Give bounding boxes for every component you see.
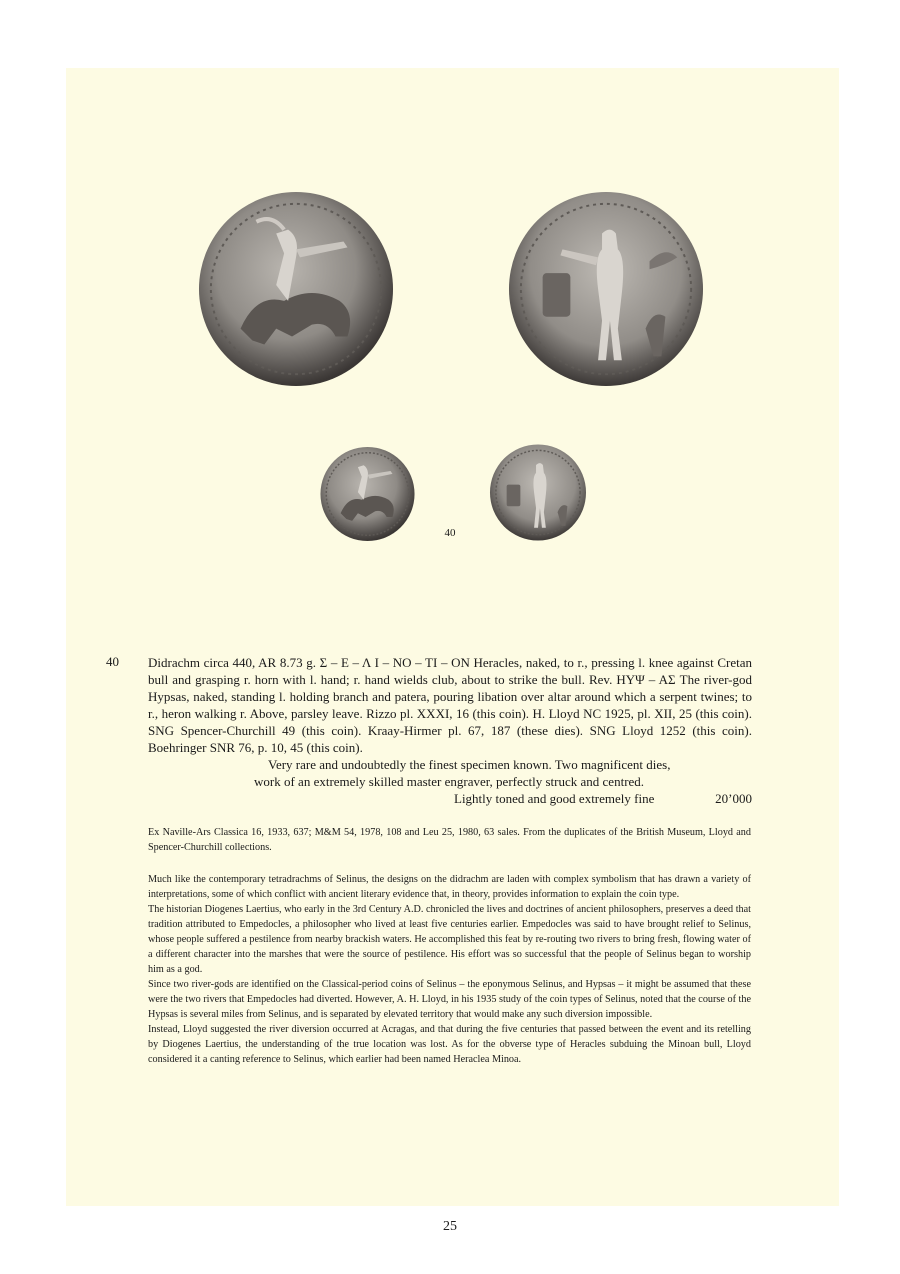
lot-description: Didrachm circa 440, AR 8.73 g. Σ – Ε – Λ Ι – ΝΟ – ΤΙ – ΟΝ Heracles, naked, to r., pressing l. knee against Cretan bull and grasping r. horn with l. hand; r. hand wields club, about to strike the bull. Rev. ΗΥΨ – ΑΣ The river-god Hypsas, naked, standing l. holding branch and patera, pouring libation over altar around which a serpent twines; to r., heron walking r. Above, parsley leave. Rizzo pl. XXXI, 16 (this coin). H. Lloyd NC 1925, pl. XII, 25 (this coin). SNG Spencer-Churchill 49 (this coin). Kraay-Hirmer pl. 67, 187 (these dies). SNG Lloyd 1252 (this coin). Boehringer SNR 76, p. 10, 45 (this coin). — [148, 655, 752, 755]
lot-price: 20’000 — [715, 791, 752, 806]
reverse-coin-large — [507, 190, 705, 388]
lot-remark-1: Very rare and undoubtedly the finest specimen known. Two magnificent dies, — [268, 757, 671, 772]
commentary-paragraph-2: The historian Diogenes Laertius, who early in the 3rd Century A.D. chronicled the lives and doctrines of ancient philosophers, preserves a deed that tradition attributed to Empedocles, a philosopher who lived at least five centuries earlier. Empedocles was said to have brought relief to Selinus, whose people suffered a pestilence from nearby brackish waters. He accomplished this feat by re-routing two rivers to bring fresh, flowing water of a different character into the marshes that were the source of pestilence. His effort was so successful that the people of Selinus began to worship him as a god. — [148, 904, 751, 975]
provenance-text: Ex Naville-Ars Classica 16, 1933, 637; M&M 54, 1978, 108 and Leu 25, 1980, 63 sales. From the duplicates of the British Museum, Lloyd and Spencer-Churchill collections. — [148, 827, 751, 853]
lot-number: 40 — [106, 654, 119, 669]
lot-grade: Lightly toned and good extremely fine — [454, 791, 655, 806]
provenance-note — [148, 825, 751, 855]
lot-remark-2: work of an extremely skilled master engraver, perfectly struck and centred. — [254, 774, 645, 789]
page-number: 25 — [443, 1219, 457, 1234]
obverse-coin-large — [197, 190, 395, 388]
commentary-paragraph-4: Instead, Lloyd suggested the river diversion occurred at Acragas, and that during the five centuries that passed between the event and its retelling by Diogenes Laertius, the understanding of the true location was lost. As for the obverse type of Heracles subduing the Minoan bull, Lloyd considered it a canting reference to Selinus, which earlier had been named Heraclea Minoa. — [148, 1024, 751, 1065]
plate-number: 40 — [444, 527, 456, 539]
commentary — [148, 872, 751, 1067]
commentary-paragraph-3: Since two river-gods are identified on the Classical-period coins of Selinus – the eponymous Selinus, and Hypsas – it might be assumed that these were the two rivers that Empedocles had diverted. However, A. H. Lloyd, in his 1935 study of the coin types of Selinus, noted that the course of the Hypsas is several miles from Selinus, and is separated by elevated territory that would make any such diversion impossible. — [148, 979, 751, 1020]
lot-grade-line — [148, 790, 752, 807]
commentary-paragraph-1: Much like the contemporary tetradrachms of Selinus, the designs on the didrachm are laden with complex symbolism that has drawn a variety of interpretations, some of which conflict with ancient literary evidence that, in theory, provides information to explain the coin type. — [148, 874, 751, 900]
lot-entry — [148, 654, 752, 807]
